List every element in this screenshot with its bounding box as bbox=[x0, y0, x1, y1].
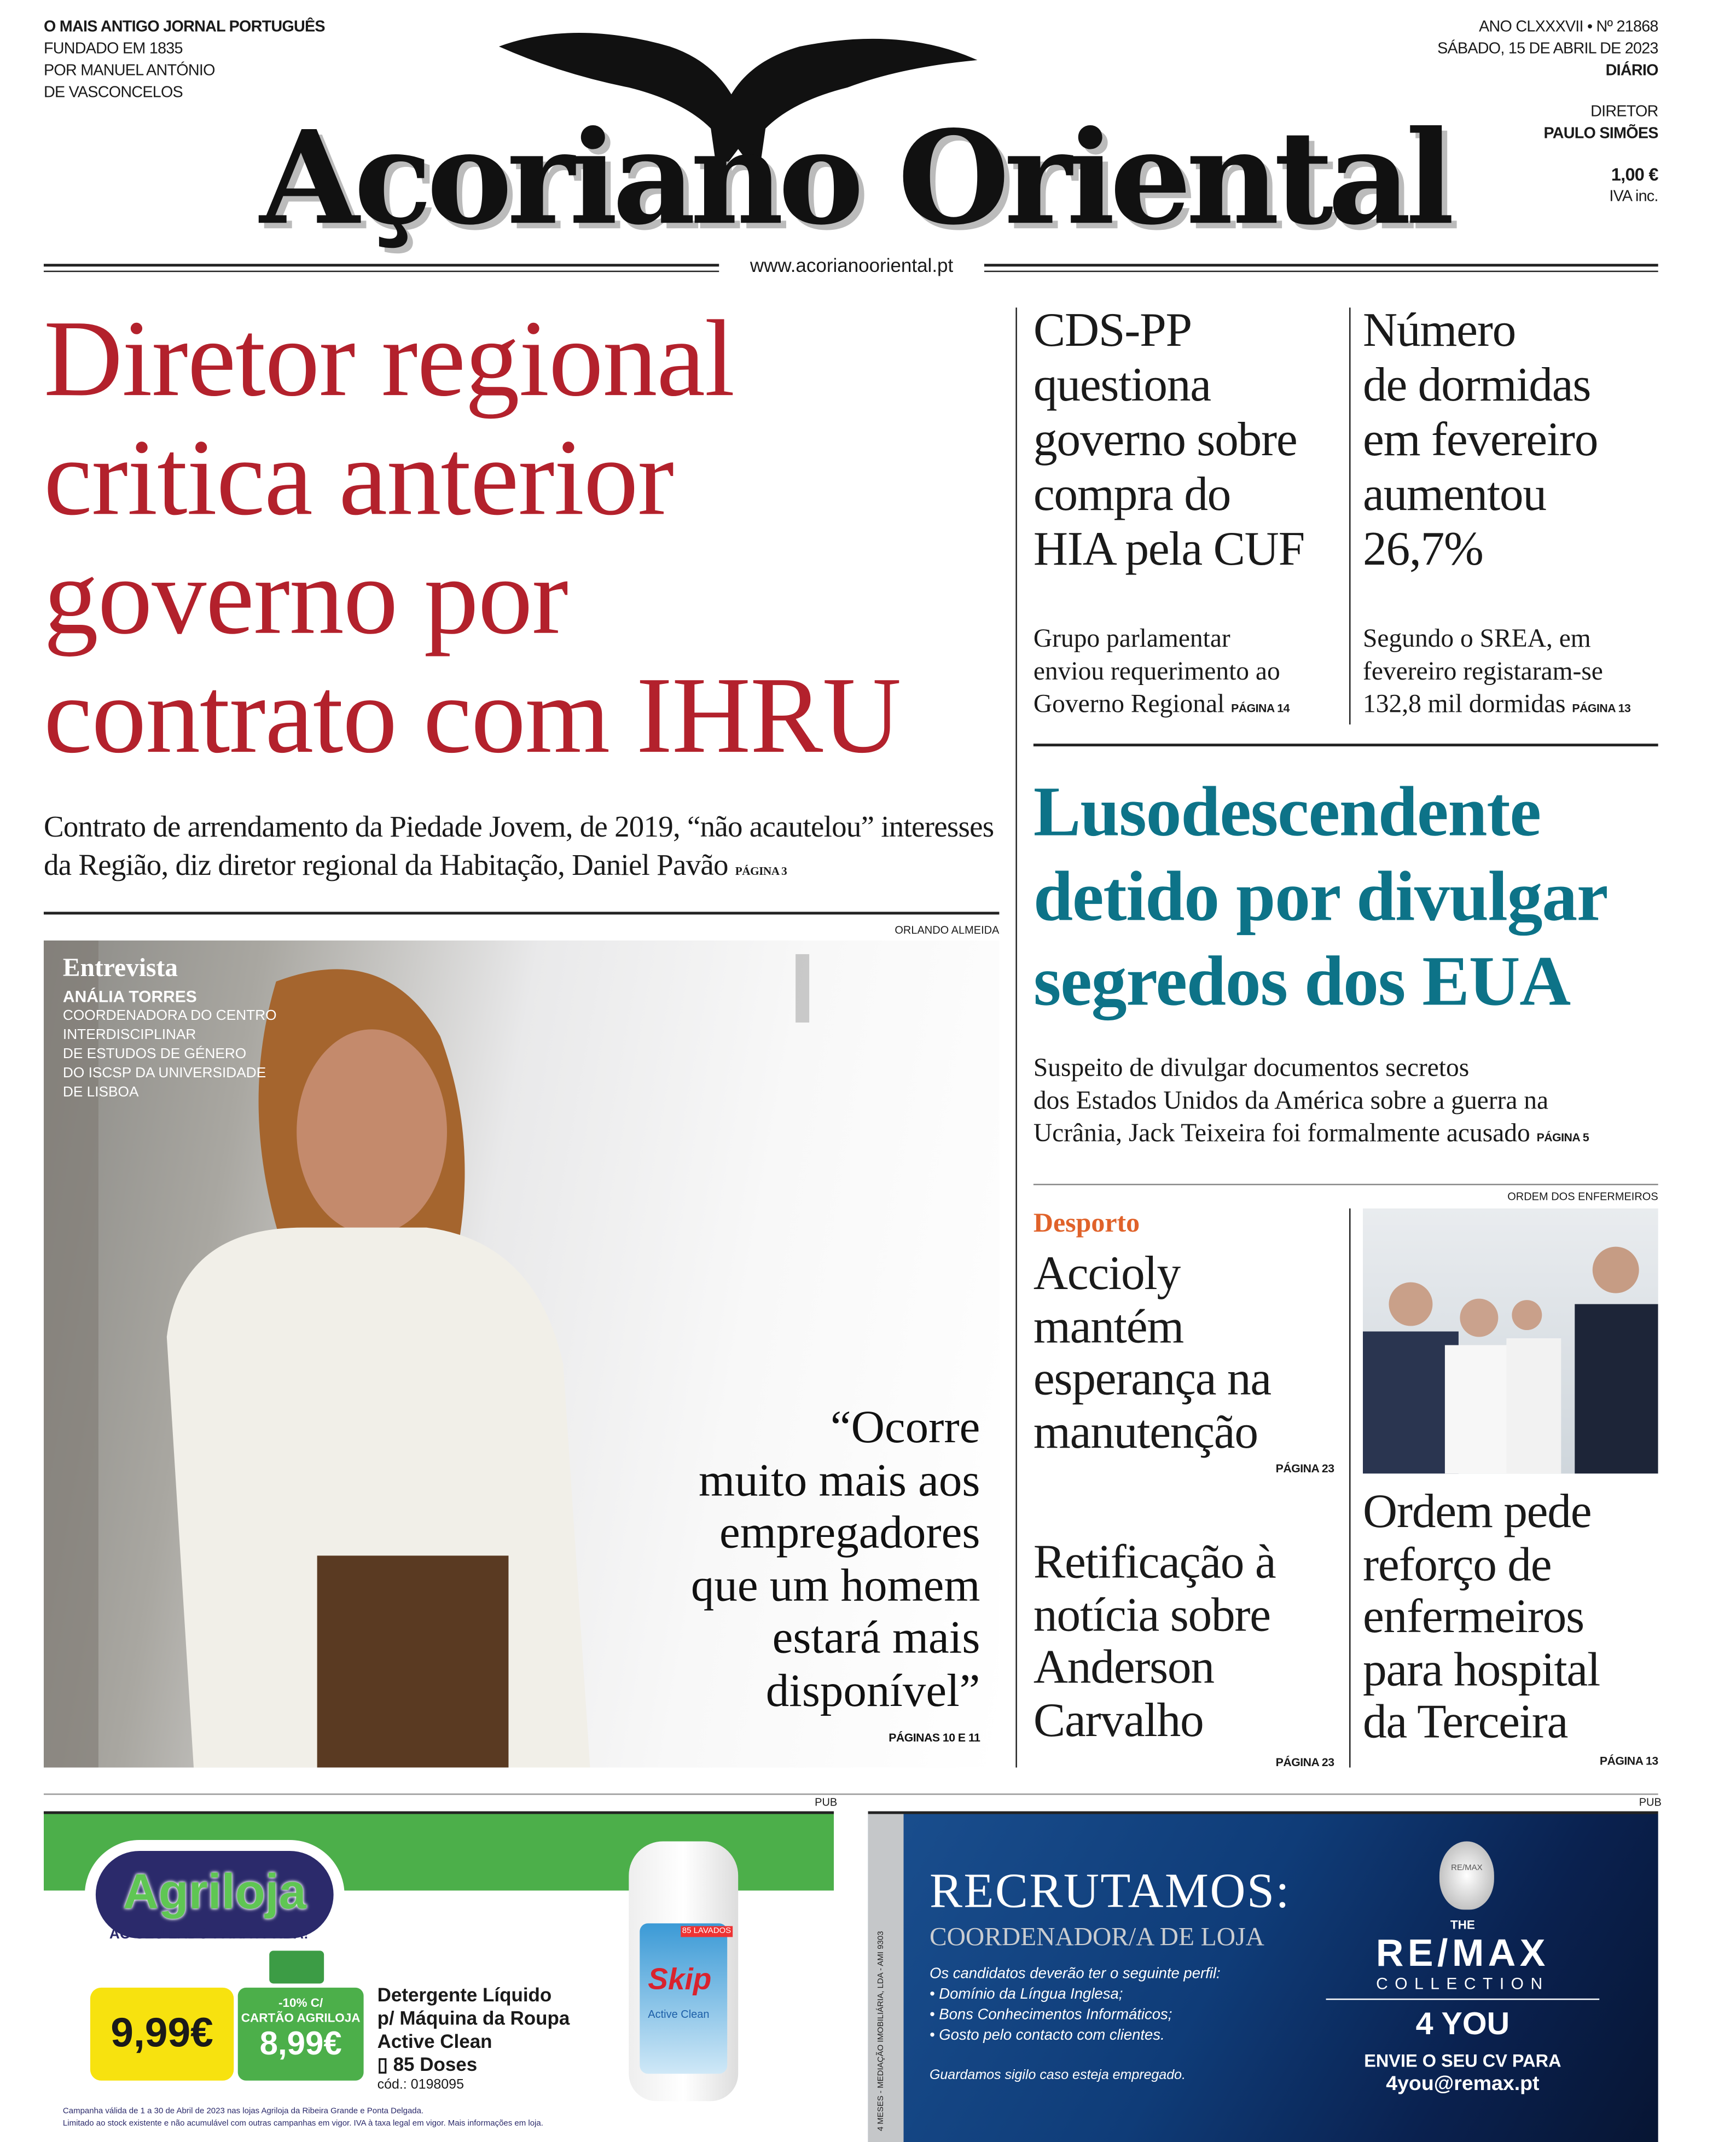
product-description bbox=[378, 1983, 570, 2094]
headline-line: segredos dos EUA bbox=[1033, 943, 1570, 1021]
page-ref[interactable]: PÁGINA 13 bbox=[1572, 701, 1631, 715]
headline-line: Lusodescendente bbox=[1033, 774, 1541, 852]
lead-headline[interactable] bbox=[44, 301, 901, 776]
headline-line: Accioly bbox=[1033, 1246, 1180, 1301]
terms-line: Campanha válida de 1 a 30 de Abril de 2023 nas lojas Agriloja da Ribeira Grande e Ponta Delgada. bbox=[62, 2108, 424, 2116]
interview-caption bbox=[63, 954, 277, 1102]
headline-line: reforço de bbox=[1363, 1537, 1552, 1591]
requirement-item: • Gosto pelo contacto com clientes. bbox=[929, 2027, 1165, 2044]
text-line: fevereiro registaram-se bbox=[1363, 657, 1603, 687]
quote-line: empregadores bbox=[719, 1507, 980, 1559]
card-price: 8,99€ bbox=[259, 2025, 342, 2063]
interviewee-role bbox=[63, 1006, 277, 1102]
quote-line: estará mais bbox=[772, 1613, 980, 1664]
remax-logo: RE/MAX bbox=[1375, 1931, 1549, 1974]
wall-mark bbox=[796, 954, 809, 1023]
product-line: Active Clean bbox=[377, 2030, 492, 2052]
issue-number: ANO CLXXXVII • Nº 21868 bbox=[1479, 19, 1658, 36]
headline-line: da Terceira bbox=[1363, 1695, 1568, 1749]
nurses-photo[interactable] bbox=[1363, 1209, 1658, 1474]
website-link[interactable]: www.acorianooriental.pt bbox=[750, 254, 954, 276]
quote-line: “Ocorre bbox=[830, 1402, 980, 1453]
header-right bbox=[1437, 16, 1658, 208]
brief-text bbox=[1363, 623, 1664, 724]
nurses-headline bbox=[1363, 1486, 1677, 1749]
headline-line: detido por divulgar bbox=[1033, 858, 1608, 937]
founder-cont: DE VASCONCELOS bbox=[43, 84, 183, 101]
headline-line: Retificação à bbox=[1033, 1535, 1276, 1589]
page-ref[interactable]: PÁGINA 14 bbox=[1231, 701, 1290, 715]
requirement-item: • Domínio da Língua Inglesa; bbox=[929, 1986, 1123, 2003]
terms-line: Limitado ao stock existente e não acumulável com outras campanhas em vigor. IVA à taxa legal em vigor. Mais informações em loja. bbox=[62, 2120, 543, 2129]
remax-cta: ENVIE O SEU CV PARA bbox=[1364, 2050, 1561, 2071]
headline-line: Anderson bbox=[1033, 1640, 1214, 1694]
role-line: DE LISBOA bbox=[62, 1084, 139, 1101]
headline-line: mantém bbox=[1033, 1299, 1184, 1353]
recruit-title: RECRUTAMOS: bbox=[929, 1863, 1291, 1918]
ad-label: PUB bbox=[1639, 1796, 1662, 1809]
ad-terms bbox=[63, 2106, 543, 2131]
page-ref[interactable]: PÁGINAS 10 E 11 bbox=[889, 1731, 980, 1745]
headline-line: governo sobre bbox=[1033, 413, 1297, 466]
headline-line: Ordem pede bbox=[1363, 1484, 1592, 1538]
issue-date: SÁBADO, 15 DE ABRIL DE 2023 bbox=[1437, 40, 1658, 57]
quote-line: muito mais aos bbox=[699, 1455, 980, 1506]
text-line: 132,8 mil dormidas bbox=[1363, 690, 1566, 719]
nurses-figures bbox=[1363, 1209, 1658, 1474]
lead-headline-line: contrato com IHRU bbox=[43, 656, 901, 777]
skip-bottle bbox=[629, 1841, 738, 2101]
agriloja-ad[interactable] bbox=[44, 1812, 834, 2142]
remax-email[interactable]: 4you@remax.pt bbox=[1386, 2072, 1540, 2096]
lead-headline-line: Diretor regional bbox=[43, 299, 735, 420]
agriloja-slogan: AO SEU LADO PARA A VIDA! bbox=[109, 1926, 309, 1943]
page-ref[interactable]: PÁGINA 13 bbox=[1599, 1753, 1658, 1767]
card-discount: -10% C/ bbox=[278, 1995, 323, 2010]
headline-line: aumentou bbox=[1363, 467, 1546, 521]
price: 1,00 € bbox=[1611, 164, 1658, 185]
ad-label: PUB bbox=[815, 1796, 838, 1809]
headline-line: Número bbox=[1363, 303, 1516, 357]
ad-legal-side: 4 MESES - MEDIAÇÃO IMOBILIÁRIA, LDA - AMI 9303 bbox=[878, 1931, 886, 2132]
lead-subhead bbox=[44, 808, 1009, 890]
product-line: p/ Máquina da Roupa bbox=[377, 2006, 570, 2029]
headline-line: esperança na bbox=[1033, 1352, 1271, 1406]
skip-logo: Skip bbox=[648, 1961, 712, 1996]
headline-line: 26,7% bbox=[1363, 522, 1483, 576]
feature-headline bbox=[1034, 771, 1676, 1025]
headline-line: manutenção bbox=[1033, 1404, 1258, 1458]
text-line: Grupo parlamentar bbox=[1033, 624, 1230, 654]
photo-credit: ORLANDO ALMEIDA bbox=[895, 924, 1000, 937]
requirement-item: • Bons Conhecimentos Informáticos; bbox=[929, 2006, 1172, 2023]
headline-line: HIA pela CUF bbox=[1033, 522, 1304, 576]
masthead-title: Açoriano Oriental bbox=[259, 103, 1449, 254]
brief-headline bbox=[1034, 304, 1345, 577]
headline-line: enfermeiros bbox=[1363, 1589, 1584, 1644]
quote-line: que um homem bbox=[690, 1560, 980, 1611]
sport-kicker: Desporto bbox=[1033, 1208, 1140, 1239]
headline-line: Carvalho bbox=[1033, 1693, 1204, 1746]
role-line: DO ISCSP DA UNIVERSIDADE bbox=[62, 1065, 266, 1082]
director-name: PAULO SIMÕES bbox=[1543, 125, 1658, 142]
role-line: INTERDISCIPLINAR bbox=[62, 1026, 196, 1043]
sport-headline bbox=[1034, 1248, 1334, 1459]
page-ref[interactable]: PÁGINA 23 bbox=[1275, 1461, 1334, 1475]
page-ref[interactable]: PÁGINA 5 bbox=[1536, 1130, 1589, 1145]
headline-line: em fevereiro bbox=[1363, 413, 1598, 466]
role-line: COORDENADORA DO CENTRO bbox=[62, 1007, 277, 1024]
remax-balloon-icon: RE/MAX bbox=[1439, 1841, 1494, 1909]
confidentiality-note: Guardamos sigilo caso esteja empregado. bbox=[929, 2068, 1186, 2083]
headline-line: questiona bbox=[1033, 358, 1211, 412]
bottle-subtitle: Active Clean bbox=[648, 2008, 710, 2021]
loyalty-card-icon bbox=[269, 1951, 324, 1983]
headline-line: compra do bbox=[1033, 467, 1231, 521]
remax-ad[interactable] bbox=[868, 1812, 1658, 2142]
correction-headline bbox=[1034, 1536, 1334, 1747]
headline-line: notícia sobre bbox=[1033, 1588, 1270, 1641]
interview-photo[interactable] bbox=[44, 941, 999, 1768]
role-line: DE ESTUDOS DE GÉNERO bbox=[62, 1046, 247, 1063]
remax-collection: COLLECTION bbox=[1326, 1974, 1600, 2000]
frequency: DIÁRIO bbox=[1605, 62, 1658, 79]
measuring-cup-icon: ▯ bbox=[377, 2053, 388, 2075]
page-ref[interactable]: PÁGINA 3 bbox=[735, 864, 787, 878]
product-line: Detergente Líquido bbox=[377, 1983, 552, 2006]
founded: FUNDADO EM 1835 bbox=[43, 40, 183, 57]
nurses-story[interactable] bbox=[1363, 1486, 1677, 1767]
feature-text bbox=[1034, 1053, 1676, 1154]
product-code: cód.: 0198095 bbox=[377, 2077, 464, 2093]
header-left bbox=[44, 16, 325, 104]
remax-the: THE bbox=[1450, 1918, 1475, 1932]
brief-headline bbox=[1363, 304, 1664, 577]
quote-line: disponível” bbox=[765, 1665, 980, 1716]
page-ref[interactable]: PÁGINA 23 bbox=[1275, 1755, 1334, 1769]
product-doses: 85 Doses bbox=[393, 2053, 478, 2075]
lead-headline-line: critica anterior bbox=[43, 418, 674, 539]
brief-cds[interactable] bbox=[1034, 304, 1345, 725]
remax-office: 4 YOU bbox=[1415, 2005, 1510, 2041]
remax-brand-block bbox=[1326, 1918, 1600, 2097]
director-label: DIRETOR bbox=[1590, 103, 1658, 120]
correction-story[interactable] bbox=[1034, 1536, 1334, 1769]
text-line: Governo Regional bbox=[1033, 690, 1225, 719]
price-tax: IVA inc. bbox=[1609, 188, 1658, 205]
photo-credit: ORDEM DOS ENFERMEIROS bbox=[1507, 1191, 1658, 1203]
text-line: Ucrânia, Jack Teixeira foi formalmente acusado bbox=[1033, 1119, 1530, 1148]
card-price-box bbox=[238, 1988, 364, 2081]
lead-subhead-text: Contrato de arrendamento da Piedade Jovem, de 2019, “não acautelou” interesses da Região, diz diretor regional da Habitação, Daniel Pavão bbox=[43, 809, 994, 882]
feature-story[interactable] bbox=[1034, 771, 1676, 1154]
headline-line: de dormidas bbox=[1363, 358, 1591, 412]
text-line: Segundo o SREA, em bbox=[1363, 624, 1591, 654]
lead-headline-line: governo por bbox=[43, 537, 568, 658]
bottle-badge: 85 LAVADOS bbox=[681, 1926, 732, 1937]
interviewee-name: ANÁLIA TORRES bbox=[62, 986, 197, 1006]
card-name: CARTÃO AGRILOJA bbox=[241, 2011, 361, 2025]
brief-dormidas[interactable] bbox=[1363, 304, 1664, 725]
regular-price: 9,99€ bbox=[90, 1988, 234, 2081]
headline-line: para hospital bbox=[1363, 1642, 1600, 1696]
requirements bbox=[930, 1964, 1221, 2046]
sport-story[interactable] bbox=[1034, 1209, 1334, 1475]
text-line: Suspeito de divulgar documentos secretos bbox=[1033, 1054, 1470, 1083]
text-line: dos Estados Unidos da América sobre a guerra na bbox=[1033, 1087, 1549, 1116]
requirements-intro: Os candidatos deverão ter o seguinte perfil: bbox=[929, 1965, 1221, 1982]
interview-kicker: Entrevista bbox=[62, 954, 178, 983]
tagline: O MAIS ANTIGO JORNAL PORTUGUÊS bbox=[43, 19, 325, 36]
recruit-position: COORDENADOR/A DE LOJA bbox=[929, 1923, 1264, 1952]
headline-line: CDS-PP bbox=[1033, 303, 1192, 357]
agriloja-logo: Agriloja bbox=[96, 1851, 334, 1938]
interview-quote[interactable] bbox=[691, 1402, 980, 1751]
brief-text bbox=[1034, 623, 1345, 724]
founder: POR MANUEL ANTÓNIO bbox=[43, 62, 215, 79]
bottle-label bbox=[640, 1923, 727, 2074]
text-line: enviou requerimento ao bbox=[1033, 657, 1280, 687]
